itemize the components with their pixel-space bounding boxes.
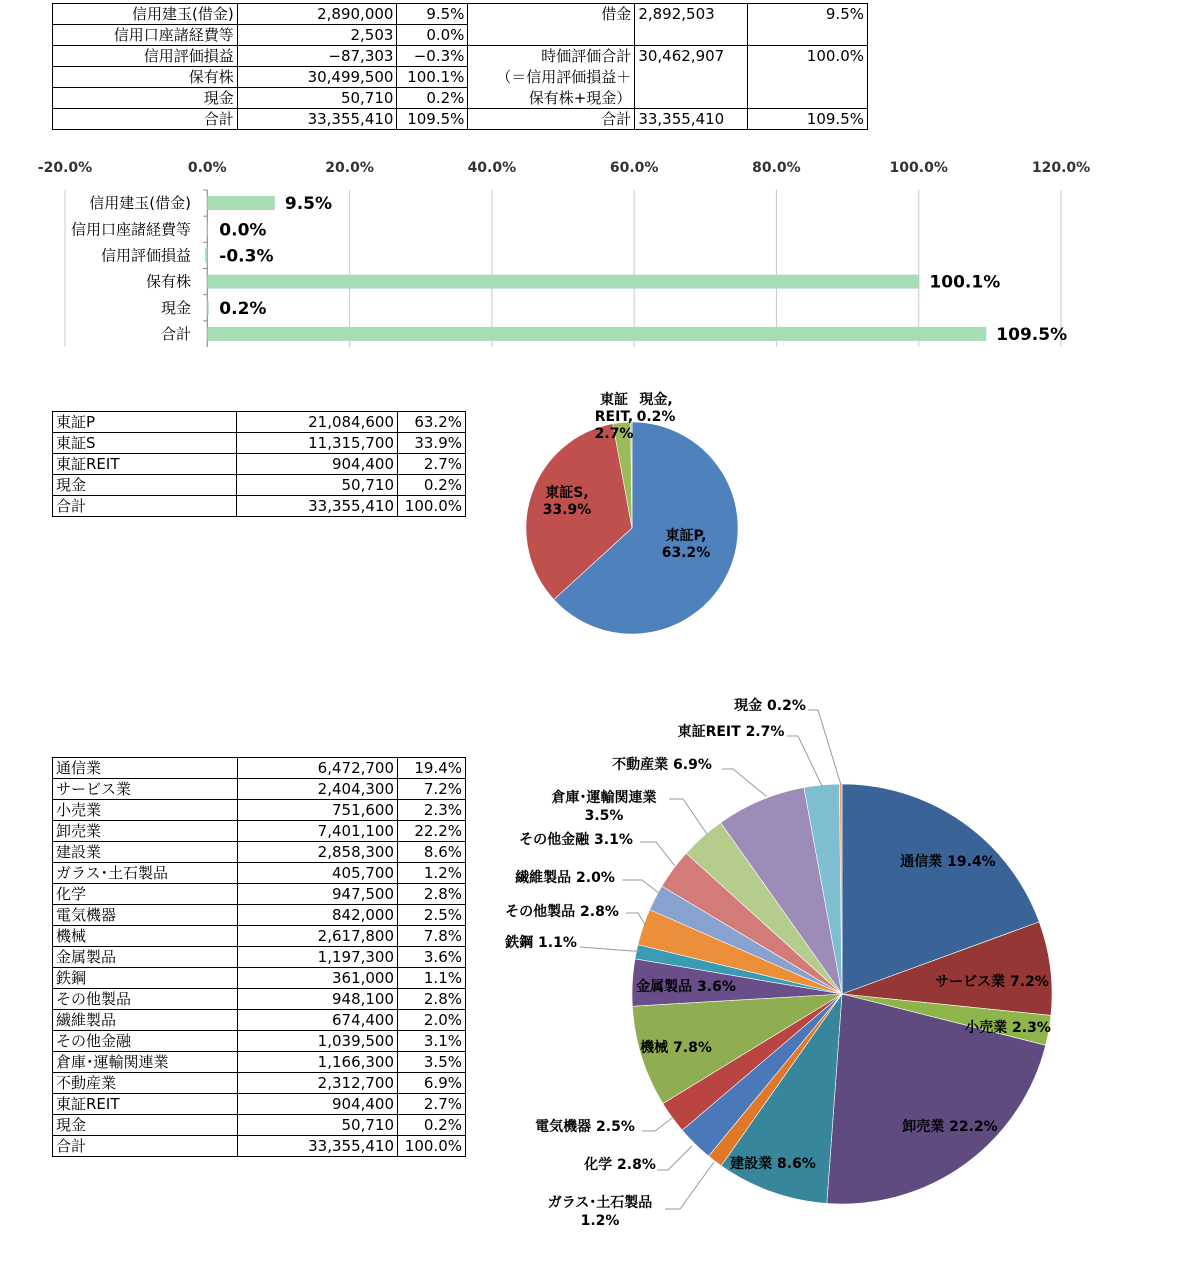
sector-cell: 842,000 [237, 905, 398, 926]
market-cell: 2.7% [398, 454, 466, 475]
sector-cell: 361,000 [237, 968, 398, 989]
market-cell: 50,710 [237, 475, 398, 496]
summary-cell: 信用評価損益 [53, 46, 238, 67]
bar-tick-label: 0.0% [187, 160, 227, 176]
bar-category-label: 信用建玉(借金) [89, 194, 191, 213]
pie-data-label: 東証S, 33.9% [542, 485, 592, 518]
bar-data-label: 100.1% [929, 272, 1001, 293]
pie-data-label: 化学 2.8% [584, 1157, 656, 1173]
bar-data-label: 109.5% [996, 324, 1068, 345]
sector-cell: 100.0% [398, 1136, 466, 1157]
summary-cell: 時価評価合計 [468, 46, 635, 67]
pie-data-label: 東証P, 63.2% [661, 528, 711, 561]
bar-category-label: 合計 [160, 324, 191, 343]
pie-leader-line [669, 799, 707, 834]
summary-cell: 0.2% [397, 88, 468, 109]
market-cell: 東証REIT [53, 454, 237, 475]
sector-cell: その他金融 [53, 1031, 238, 1052]
pie-data-label: 機械 7.8% [640, 1040, 712, 1056]
sector-cell: 機械 [53, 926, 238, 947]
summary-cell: 2,890,000 [237, 4, 397, 25]
sector-cell: 2.5% [398, 905, 466, 926]
summary-cell: 30,499,500 [237, 67, 397, 88]
summary-cell: 信用口座諸経費等 [53, 25, 238, 46]
pie-leader-line [808, 710, 841, 785]
sector-cell: ガラス･土石製品 [53, 863, 238, 884]
bar-data-label: -0.3% [219, 246, 274, 267]
bar-category-label: 現金 [160, 298, 191, 317]
sector-cell: 通信業 [53, 758, 238, 779]
sector-cell: 3.1% [398, 1031, 466, 1052]
sector-cell: 建設業 [53, 842, 238, 863]
bar-tick-label: 100.0% [889, 160, 948, 176]
bar-data-label: 0.2% [219, 298, 267, 319]
summary-cell: 50,710 [237, 88, 397, 109]
sector-cell: 1,197,300 [237, 947, 398, 968]
pie-data-label: 現金, 0.2% [636, 392, 676, 425]
market-cell: 東証P [53, 412, 237, 433]
sector-cell: 50,710 [237, 1115, 398, 1136]
sector-cell: 金属製品 [53, 947, 238, 968]
summary-cell: 30,462,907 [635, 46, 748, 67]
summary-cell: −0.3% [397, 46, 468, 67]
sector-cell: 2.7% [398, 1094, 466, 1115]
summary-cell: 合計 [53, 109, 238, 130]
pie-data-label: 卸売業 22.2% [902, 1119, 998, 1135]
sector-cell: 2.8% [398, 884, 466, 905]
market-cell: 現金 [53, 475, 237, 496]
sector-cell: 947,500 [237, 884, 398, 905]
pie-leader-line [657, 1146, 692, 1170]
sector-cell: 電気機器 [53, 905, 238, 926]
summary-cell: 保有株+現金） [468, 88, 635, 109]
summary-cell: 109.5% [397, 109, 468, 130]
pie-data-label: その他金融 3.1% [519, 832, 633, 848]
pie-data-label: その他製品 2.8% [505, 904, 619, 920]
summary-cell: 109.5% [748, 109, 868, 130]
sector-cell: 卸売業 [53, 821, 238, 842]
sector-cell: 2,404,300 [237, 779, 398, 800]
pie-leader-line [787, 736, 822, 786]
sector-cell: 0.2% [398, 1115, 466, 1136]
bar-tick-label: 40.0% [467, 160, 517, 176]
market-cell: 11,315,700 [237, 433, 398, 454]
sector-cell: 7.8% [398, 926, 466, 947]
sector-cell: 化学 [53, 884, 238, 905]
sector-cell: 6,472,700 [237, 758, 398, 779]
market-cell: 100.0% [398, 496, 466, 517]
sector-cell: 繊維製品 [53, 1010, 238, 1031]
summary-cell: −87,303 [237, 46, 397, 67]
summary-cell: 2,892,503 [635, 4, 748, 25]
pie-data-label: 繊維製品 2.0% [515, 870, 615, 886]
pie-data-label: 鉄鋼 1.1% [505, 935, 577, 951]
summary-cell: 100.1% [397, 67, 468, 88]
sector-cell: 倉庫･運輸関連業 [53, 1052, 238, 1073]
sector-cell: 鉄鋼 [53, 968, 238, 989]
sector-cell: 現金 [53, 1115, 238, 1136]
sector-cell: 674,400 [237, 1010, 398, 1031]
bar-tick-label: -20.0% [37, 160, 93, 176]
sector-cell: 948,100 [237, 989, 398, 1010]
pie-data-label: 東証REIT 2.7% [677, 724, 785, 740]
summary-cell: 信用建玉(借金) [53, 4, 238, 25]
sector-cell: 2.3% [398, 800, 466, 821]
summary-cell: 100.0% [748, 46, 868, 67]
pie-data-label: ガラス･土石製品 1.2% [547, 1195, 653, 1229]
pie-data-label: サービス業 7.2% [935, 974, 1049, 990]
sector-cell: 東証REIT [53, 1094, 238, 1115]
sector-cell: 3.5% [398, 1052, 466, 1073]
sector-cell: 1.1% [398, 968, 466, 989]
market-cell: 33,355,410 [237, 496, 398, 517]
summary-cell: 保有株 [53, 67, 238, 88]
pie-leader-line [626, 913, 646, 926]
bar-category-label: 信用口座諸経費等 [70, 220, 191, 239]
sector-cell: 405,700 [237, 863, 398, 884]
pie-data-label: 東証 REIT, 2.7% [594, 392, 634, 442]
sector-cell: その他製品 [53, 989, 238, 1010]
sector-cell: 751,600 [237, 800, 398, 821]
summary-cell: 33,355,410 [635, 109, 748, 130]
sector-cell: 3.6% [398, 947, 466, 968]
market-cell: 21,084,600 [237, 412, 398, 433]
bar-data-label: 9.5% [284, 194, 333, 215]
sector-cell: 2,312,700 [237, 1073, 398, 1094]
sector-cell: 2,617,800 [237, 926, 398, 947]
sector-cell: 合計 [53, 1136, 238, 1157]
summary-cell: 9.5% [397, 4, 468, 25]
sector-cell: 2.0% [398, 1010, 466, 1031]
pie-leader-line [665, 1162, 714, 1209]
summary-cell: 0.0% [397, 25, 468, 46]
market-cell: 0.2% [398, 475, 466, 496]
pie-data-label: 倉庫･運輸関連業 3.5% [551, 790, 657, 824]
pie-leader-line [580, 947, 640, 951]
summary-cell: 合計 [468, 109, 635, 130]
bar-data-label: 0.0% [219, 220, 267, 241]
pie-data-label: 小売業 2.3% [965, 1020, 1051, 1036]
pie-data-label: 建設業 8.6% [730, 1156, 816, 1172]
bar-tick-label: 120.0% [1031, 160, 1091, 176]
pie-leader-line [640, 842, 675, 866]
bar-tick-label: 20.0% [325, 160, 374, 176]
sector-cell: サービス業 [53, 779, 238, 800]
pie-data-label: 現金 0.2% [734, 698, 806, 714]
sector-cell: 22.2% [398, 821, 466, 842]
sector-cell: 1,166,300 [237, 1052, 398, 1073]
sector-cell: 33,355,410 [237, 1136, 398, 1157]
sector-cell: 6.9% [398, 1073, 466, 1094]
summary-cell: 33,355,410 [237, 109, 397, 130]
market-cell: 63.2% [398, 412, 466, 433]
summary-cell: 9.5% [748, 4, 868, 25]
pie-data-label: 電気機器 2.5% [535, 1119, 635, 1135]
sector-cell: 2,858,300 [237, 842, 398, 863]
market-cell: 合計 [53, 496, 237, 517]
sector-cell: 不動産業 [53, 1073, 238, 1094]
bar-category-label: 保有株 [145, 272, 191, 291]
sector-cell: 7.2% [398, 779, 466, 800]
pie-data-label: 金属製品 3.6% [636, 979, 736, 995]
sector-cell: 1,039,500 [237, 1031, 398, 1052]
sector-cell: 7,401,100 [237, 821, 398, 842]
bar-category-label: 信用評価損益 [100, 246, 191, 265]
pie-leader-line [622, 880, 659, 893]
sector-cell: 8.6% [398, 842, 466, 863]
summary-cell: 2,503 [237, 25, 397, 46]
pie-data-label: 不動産業 6.9% [612, 757, 712, 773]
summary-cell: 借金 [468, 4, 635, 25]
pie-leader-line [722, 769, 766, 796]
market-cell: 東証S [53, 433, 237, 454]
summary-cell: （＝信用評価損益＋ [468, 67, 635, 88]
summary-cell: 現金 [53, 88, 238, 109]
sector-cell: 小売業 [53, 800, 238, 821]
bar-tick-label: 60.0% [609, 160, 659, 176]
sector-cell: 1.2% [398, 863, 466, 884]
sector-cell: 2.8% [398, 989, 466, 1010]
pie-data-label: 通信業 19.4% [900, 854, 996, 870]
market-cell: 904,400 [237, 454, 398, 475]
pie-leader-line [642, 1118, 672, 1131]
bar-tick-label: 80.0% [752, 160, 801, 176]
market-cell: 33.9% [398, 433, 466, 454]
sector-cell: 904,400 [237, 1094, 398, 1115]
sector-cell: 19.4% [398, 758, 466, 779]
